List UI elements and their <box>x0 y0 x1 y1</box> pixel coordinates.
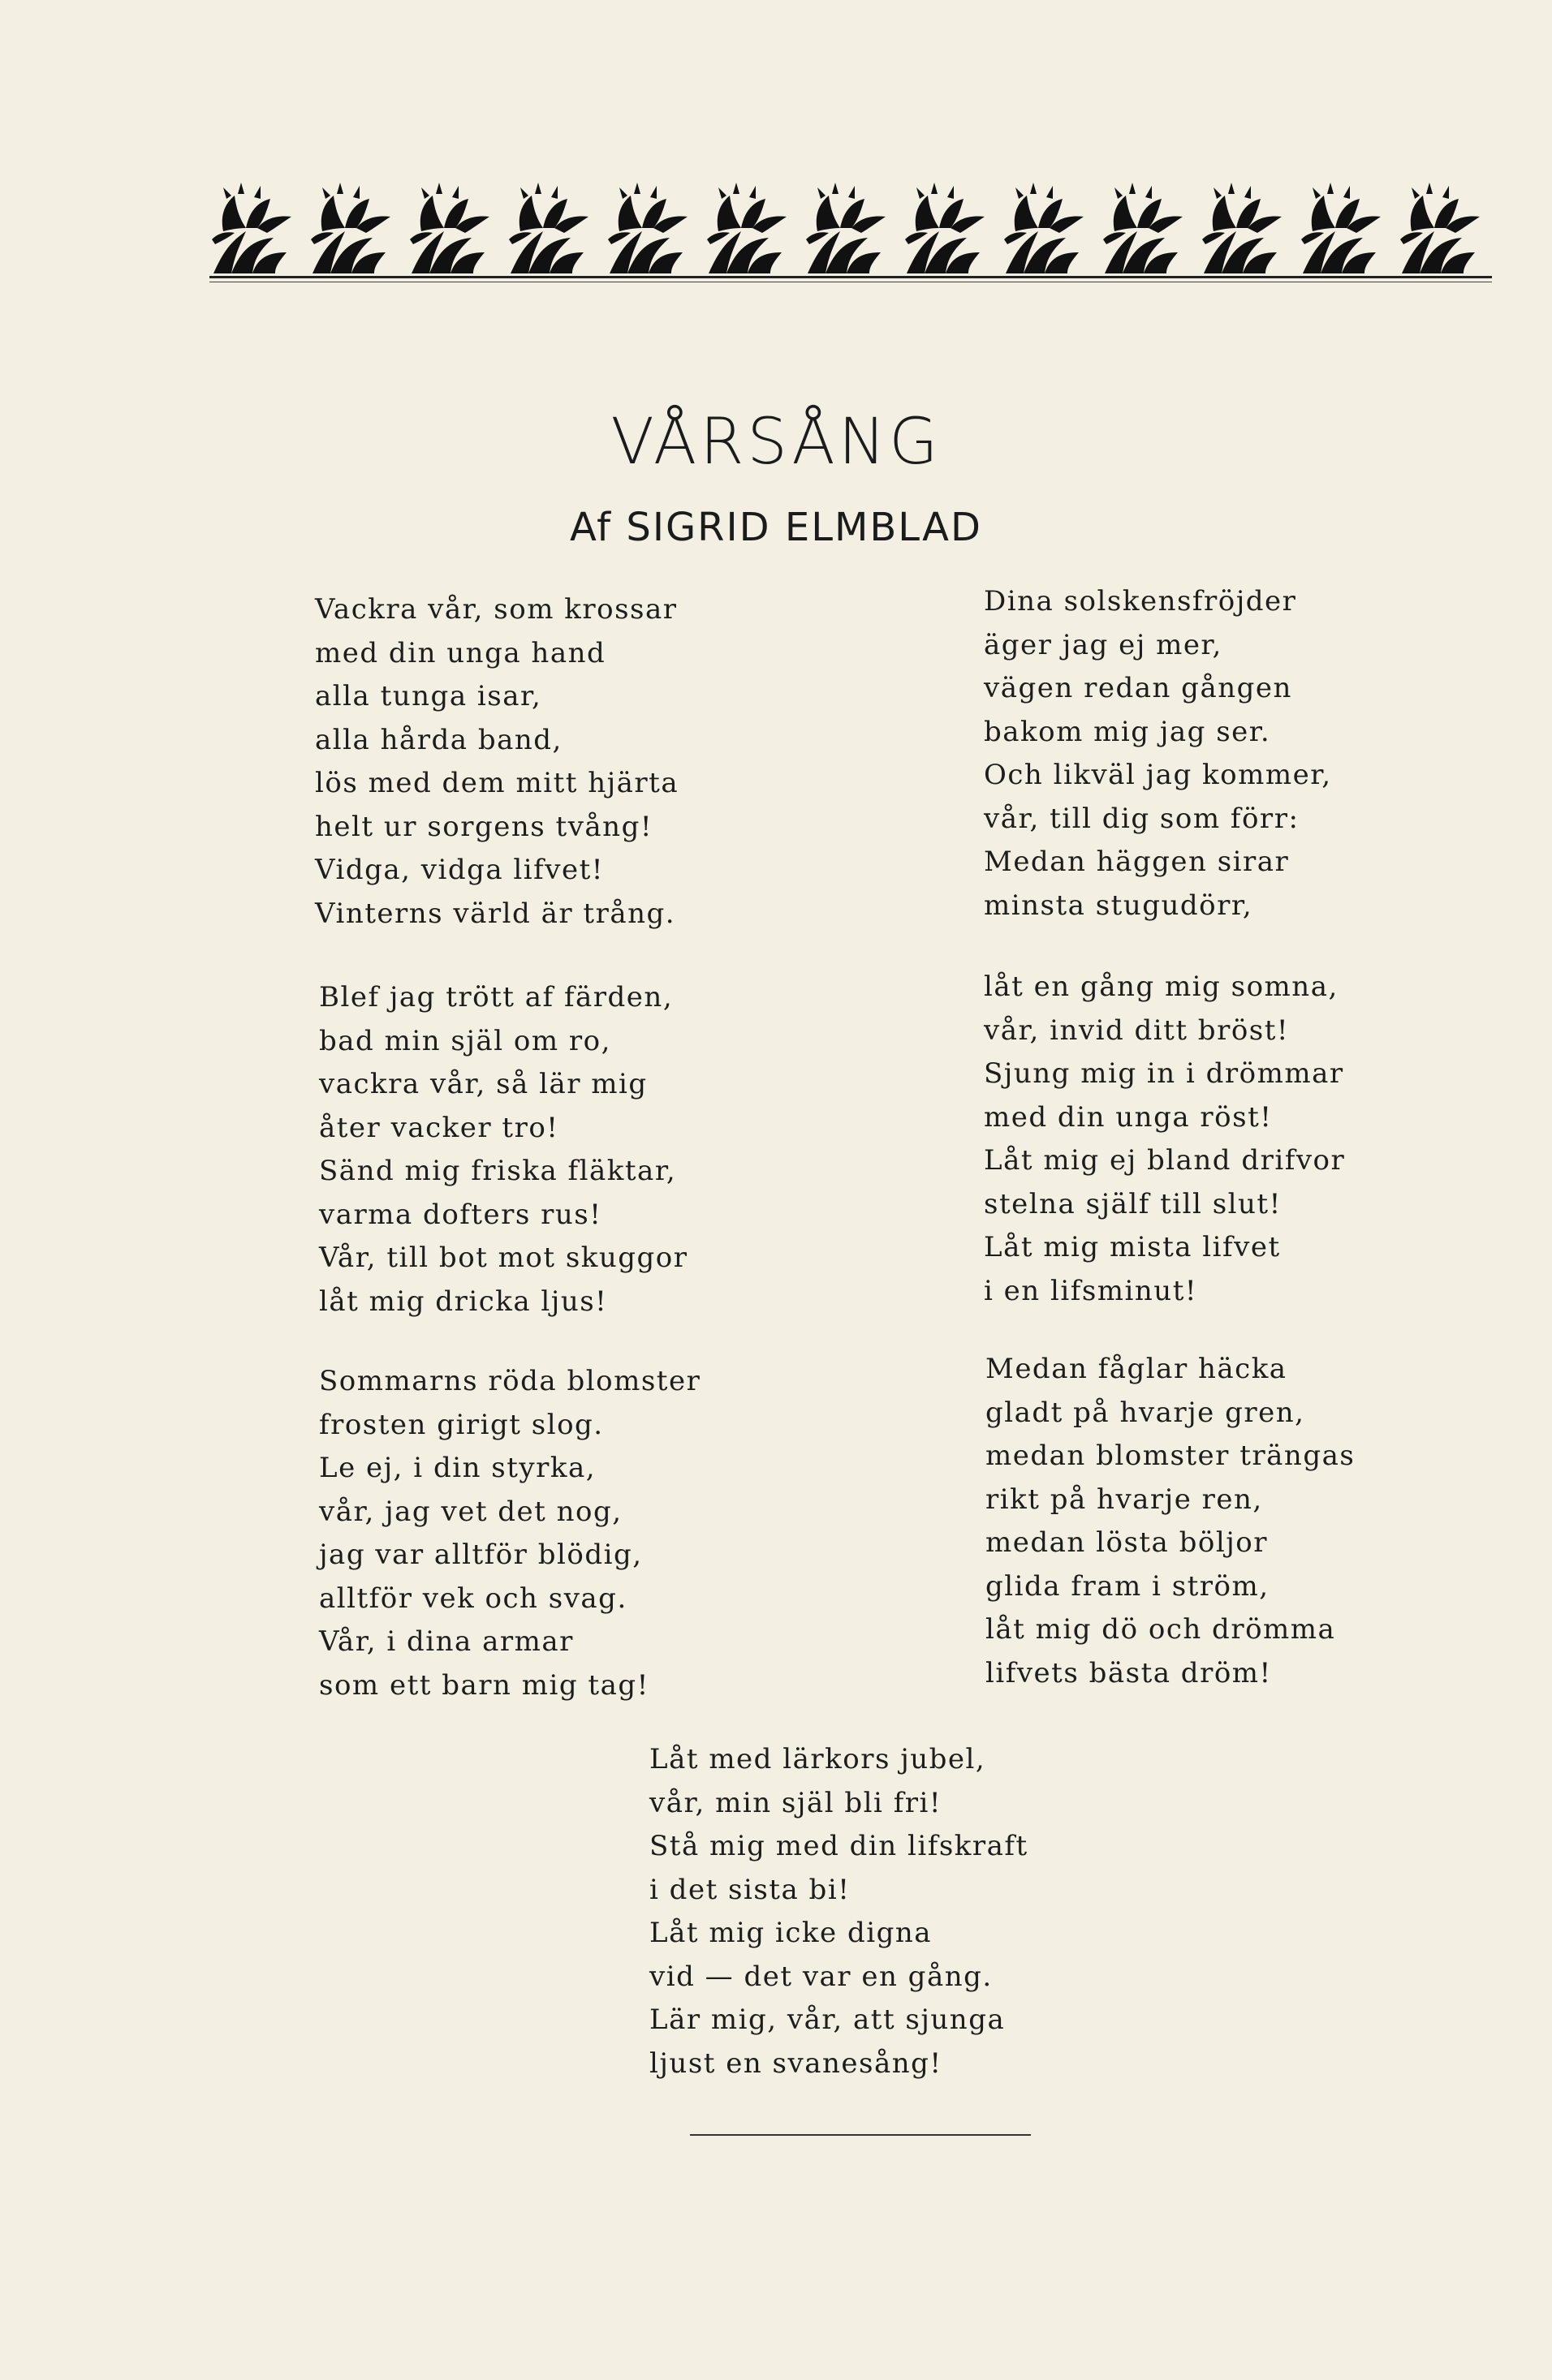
stanza-5 <box>984 966 1345 1313</box>
stanza-line: alltför vek och svag. <box>319 1582 627 1615</box>
stanza-line: som ett barn mig tag! <box>319 1668 649 1702</box>
stanza-line: med din unga röst! <box>984 1100 1273 1134</box>
header-ornament-band <box>207 174 1491 280</box>
byline <box>0 505 1552 550</box>
stanza-line: Vår, i dina armar <box>319 1625 574 1658</box>
stanza-line: vackra vår, så lär mig <box>319 1068 648 1100</box>
stanza-line: medan lösta böljor <box>985 1526 1269 1559</box>
stanza-line: stelna själf till slut! <box>984 1187 1282 1220</box>
stanza-line: Låt mig ej bland drifvor <box>984 1144 1346 1177</box>
stanza-line: Sjung mig in i drömmar <box>984 1057 1344 1090</box>
stanza-line: äger jag ej mer, <box>984 628 1222 661</box>
stanza-line: Låt mig mista lifvet <box>984 1231 1281 1263</box>
stanza-line: bad min själ om ro, <box>319 1024 611 1057</box>
stanza-line: alla tunga isar, <box>315 680 542 712</box>
stanza-line: Låt mig icke digna <box>649 1917 933 1949</box>
stanza-line: minsta stugudörr, <box>984 889 1253 922</box>
stanza-line: Stå mig med din lifskraft <box>649 1830 1028 1862</box>
stanza-line: låt mig dö och drömma <box>985 1613 1336 1646</box>
stanza-line: vägen redan gången <box>984 672 1292 704</box>
stanza-7 <box>649 1738 1028 2085</box>
stanza-line: vår, min själ bli fri! <box>649 1786 942 1819</box>
stanza-3 <box>319 1360 701 1707</box>
stanza-line: Vår, till bot mot skuggor <box>319 1242 688 1274</box>
stanza-line: vid — det var en gång. <box>649 1960 993 1993</box>
stanza-line: Blef jag trött af färden, <box>319 981 674 1014</box>
byline-prefix: Af <box>570 505 613 550</box>
stanza-line: glida fram i ström, <box>985 1569 1270 1603</box>
stanza-6 <box>985 1348 1355 1695</box>
poem-title: VÅRSÅNG <box>610 406 942 479</box>
stanza-1 <box>315 588 679 936</box>
stanza-line: i en lifsminut! <box>984 1274 1198 1307</box>
stanza-line: Medan fåglar häcka <box>985 1353 1287 1385</box>
stanza-line: Vackra vår, som krossar <box>315 593 678 626</box>
stanza-line: ljust en svanesång! <box>649 2046 942 2080</box>
leaf-border-icon <box>207 174 1491 280</box>
stanza-line: i det sista bi! <box>649 1873 851 1906</box>
stanza-4 <box>984 580 1332 927</box>
stanza-line: jag var alltför blödig, <box>319 1539 643 1571</box>
stanza-line: vår, invid ditt bröst! <box>984 1014 1290 1047</box>
stanza-line: vår, till dig som förr: <box>984 802 1300 835</box>
stanza-2 <box>319 976 688 1323</box>
stanza-line: med din unga hand <box>315 636 606 669</box>
stanza-line: bakom mig jag ser. <box>984 715 1271 748</box>
stanza-line: låt mig dricka ljus! <box>319 1285 608 1318</box>
header-rule <box>209 276 1492 278</box>
stanza-line: åter vacker tro! <box>319 1111 559 1144</box>
stanza-line: lös med dem mitt hjärta <box>315 767 679 799</box>
stanza-line: frosten girigt slog. <box>319 1408 604 1441</box>
stanza-line: Och likväl jag kommer, <box>984 759 1332 791</box>
stanza-line: Medan häggen sirar <box>984 846 1290 878</box>
stanza-line: Lär mig, vår, att sjunga <box>649 2003 1006 2036</box>
stanza-line: alla hårda band, <box>315 723 563 756</box>
stanza-line: Sommarns röda blomster <box>319 1365 701 1397</box>
stanza-line: Sänd mig friska fläktar, <box>319 1155 677 1187</box>
closing-rule <box>690 2134 1031 2136</box>
stanza-line: lifvets bästa dröm! <box>985 1656 1272 1689</box>
stanza-line: rikt på hvarje ren, <box>985 1483 1263 1516</box>
stanza-line: låt en gång mig somna, <box>984 971 1339 1003</box>
stanza-line: Vidga, vidga lifvet! <box>315 854 604 886</box>
stanza-line: gladt på hvarje gren, <box>985 1396 1305 1429</box>
stanza-line: Låt med lärkors jubel, <box>649 1743 986 1775</box>
stanza-line: vår, jag vet det nog, <box>319 1495 623 1528</box>
stanza-line: medan blomster trängas <box>985 1440 1356 1472</box>
author-name: SIGRID ELMBLAD <box>626 505 982 550</box>
stanza-line: helt ur sorgens tvång! <box>315 810 653 843</box>
stanza-line: Le ej, i din styrka, <box>319 1452 597 1484</box>
stanza-line: varma dofters rus! <box>319 1198 602 1231</box>
stanza-line: Vinterns värld är trång. <box>315 897 676 930</box>
stanza-line: Dina solskensfröjder <box>984 585 1297 618</box>
